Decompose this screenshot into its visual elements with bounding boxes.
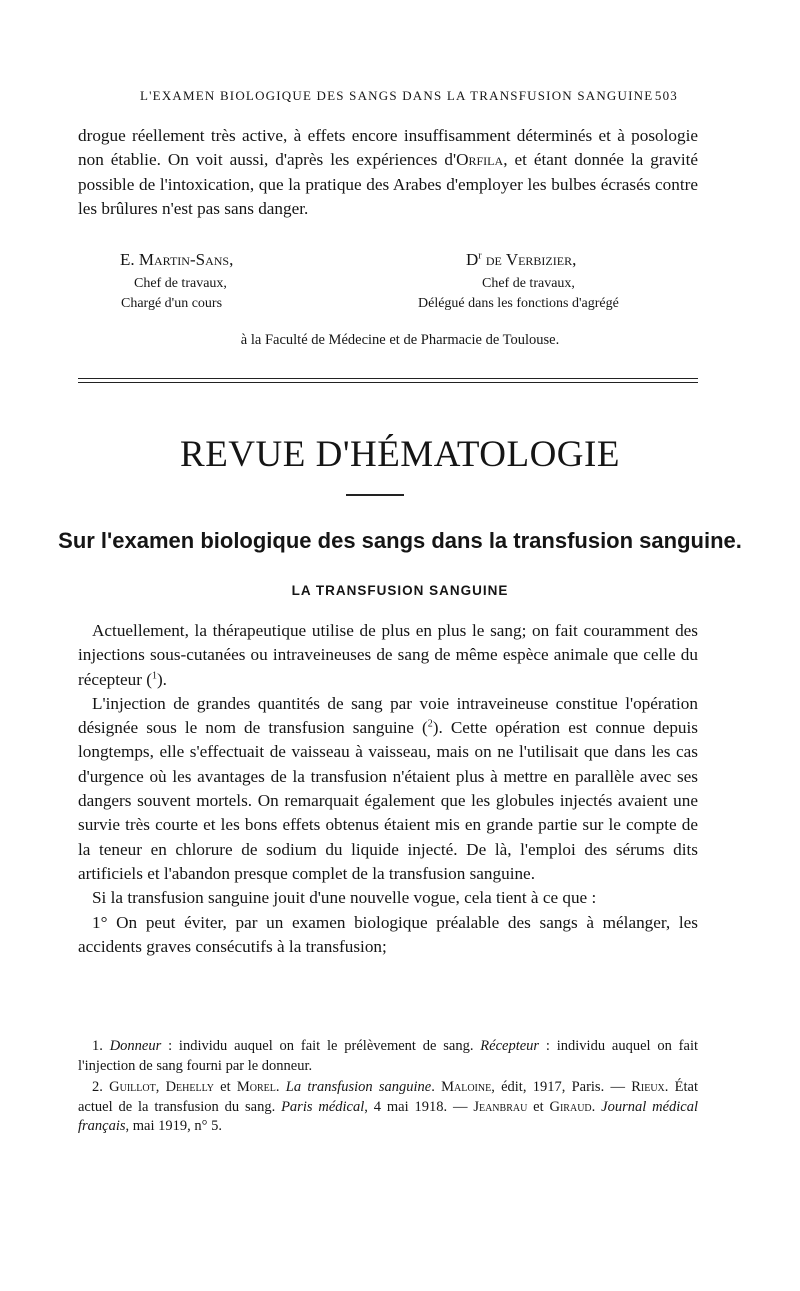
sig-right-title-sup: r — [478, 250, 482, 262]
intro-paragraph — [78, 124, 698, 221]
fn1-term-recepteur: Récepteur — [480, 1038, 540, 1054]
signature-left-role1: Chef de travaux, — [134, 276, 227, 291]
sig-left-initial: E. — [120, 250, 139, 269]
paragraph-4: 1° On peut éviter, par un examen biologique préalable des sangs à mélanger, les accidents graves consécutifs à la transfusion; — [78, 912, 698, 956]
fn2-dot: . — [275, 1079, 286, 1095]
running-head — [140, 88, 678, 104]
signature-right-role1: Chef de travaux, — [482, 276, 575, 291]
main-text — [78, 619, 698, 959]
paragraph-1 — [78, 619, 698, 692]
paragraph-1-end: ). — [156, 669, 167, 689]
fn2-dot3: . — [591, 1098, 602, 1115]
divider-rule-top — [78, 378, 698, 379]
sig-right-title: D — [466, 250, 479, 269]
fn1-text2: : individu auquel on fait l'injection de sang fourni par le donneur. — [78, 1038, 699, 1074]
fn2-et2: et — [527, 1098, 550, 1115]
paragraph-3: Si la transfusion sanguine jouit d'une nouvelle vogue, cela tient à ce que : — [92, 888, 597, 908]
fn2-paris-medical: Paris médical — [281, 1098, 365, 1115]
sig-left-name: Martin-Sans — [138, 250, 230, 269]
paragraph-2-end: ). Cette opération est connue depuis longtemps, elle s'effectuait de vaisseau à vaisseau, mais on ne l'utilisait que dans les cas d'urgence où les avantages de la transfusion n'étaient plus à mettre en parallèle avec ses dangers souvent mortels. On remarquait également que les globules injectés avaient une survie très courte et les bons effets obtenus étaient mis en grande partie sur le compte de la teneur en chlorure de sodium du liquide injecté. De là, l'emploi des sérums dits artificiels et l'abandon presque complet de la transfusion sanguine. — [78, 718, 698, 883]
footnote-ref-1: 1 — [151, 669, 157, 681]
sig-left-comma: , — [229, 250, 234, 269]
signature-left-role2: Chargé d'un cours — [121, 296, 223, 311]
footnotes — [78, 1037, 698, 1137]
divider-rule-bottom — [78, 382, 698, 383]
fn2-rieux: Rieux — [631, 1079, 665, 1095]
article-title: Sur l'examen biologique des sangs dans la transfusion sanguine. — [58, 528, 742, 553]
footnote-2 — [78, 1078, 698, 1137]
fn1-text1: : individu auquel on fait le prélèvement de sang. — [161, 1038, 481, 1054]
sig-right-comma: , — [572, 250, 577, 269]
fn1-term-donneur: Donneur — [109, 1038, 162, 1054]
fn2-pm-date: , 4 mai 1918. — — [364, 1098, 474, 1115]
fn2-publisher: Maloine — [441, 1079, 492, 1095]
author-orfila: Orfila — [456, 150, 504, 170]
running-head-title: L'EXAMEN BIOLOGIQUE DES SANGS DANS LA TRANSFUSION SANGUINE — [140, 88, 654, 103]
intro-text: drogue réellement très active, à effets encore insuffisamment déterminés et à posologie non établie. On voit aussi, d'après les expériences d' — [78, 126, 698, 170]
paragraph-1-text: Actuellement, la thérapeutique utilise de plus en plus le sang; on fait couramment des injections sous-cutanées ou intraveineuses de sang de même espèce animale que celle du récepteur ( — [78, 621, 698, 689]
signature-left-name — [120, 250, 233, 270]
intro-text-end: , et étant donnée la gravité possible de l'intoxication, que la pratique des Arabes d'employer les bulbes écrasés contre les brûlures n'est pas sans danger. — [78, 150, 699, 218]
footnote-1 — [78, 1037, 698, 1076]
fn2-et: et — [213, 1079, 237, 1095]
fn1-number: 1. — [92, 1038, 110, 1054]
footnote-ref-2: 2 — [427, 718, 433, 730]
fn2-journal-date: , mai 1919, n° 5. — [125, 1118, 222, 1134]
page-number: 503 — [654, 88, 678, 103]
fn2-number: 2. — [92, 1079, 110, 1095]
fn2-etat: . État actuel de la transfusion du sang. — [78, 1079, 698, 1115]
fn2-dot2: . — [431, 1079, 442, 1095]
fn2-authors: Guillot, Dehelly — [109, 1079, 214, 1095]
fn2-jeanbrau: Jeanbrau — [473, 1098, 528, 1115]
fn2-morel: Morel — [236, 1079, 276, 1095]
fn2-giraud: Giraud — [549, 1098, 592, 1115]
fn2-pubinfo: , édit, 1917, Paris. — — [491, 1079, 632, 1095]
title-underline — [346, 494, 404, 496]
paragraph-2 — [78, 692, 698, 886]
sig-right-name: de Verbizier — [481, 250, 573, 269]
signature-right-role2: Délégué dans les fonctions d'agrégé — [418, 296, 619, 311]
paragraph-2-text: L'injection de grandes quantités de sang par voie intraveineuse constitue l'opération désignée sous le nom de transfusion sanguine ( — [78, 693, 698, 738]
fn2-journal: Journal médical français — [78, 1098, 699, 1134]
section-heading: LA TRANSFUSION SANGUINE — [291, 583, 509, 598]
faculty-affiliation: à la Faculté de Médecine et de Pharmacie de Toulouse. — [240, 332, 560, 348]
fn2-work: La transfusion sanguine — [285, 1079, 432, 1095]
revue-title: REVUE D'HÉMATOLOGIE — [180, 434, 620, 475]
signature-right-name — [466, 250, 576, 270]
